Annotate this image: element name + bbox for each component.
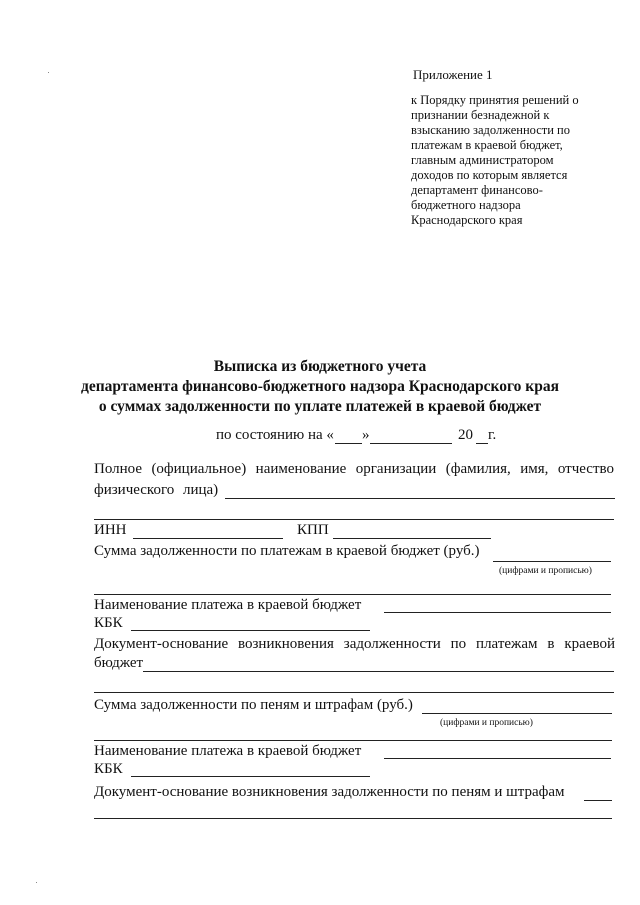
title-line: о суммах задолженности по уплате платежей в краевой бюджет <box>98 398 542 415</box>
annex-line: бюджетного надзора <box>411 198 521 212</box>
penalty-sum-label: Сумма задолженности по пеням и штрафам (руб.) <box>94 697 413 713</box>
annex-line: департамент финансово- <box>411 183 543 197</box>
annex-line: взысканию задолженности по <box>411 123 570 137</box>
kpp-field[interactable] <box>333 538 491 539</box>
annex-line: к Порядку принятия решений о <box>411 93 579 107</box>
org-name-label: Полное (официальное) наименование организации (фамилия, имя, отчество <box>94 461 614 477</box>
inn-label: ИНН <box>94 522 127 538</box>
basis-doc-label-cont: бюджет <box>94 655 144 671</box>
payment-name-field[interactable] <box>384 612 611 613</box>
title-line: департамента финансово-бюджетного надзора Краснодарского края <box>81 378 559 395</box>
basis-doc-label: Документ-основание возникновения задолженности по платежам в краевой <box>94 636 615 652</box>
basis-doc-field[interactable] <box>143 671 614 672</box>
annex-line: главным администратором <box>411 153 554 167</box>
scan-speck <box>36 882 37 883</box>
debt-sum-field-2[interactable] <box>94 594 611 595</box>
org-name-label-cont: физического лица) <box>94 482 219 498</box>
day-blank[interactable] <box>335 443 362 444</box>
penalty-basis-field[interactable] <box>584 800 612 801</box>
annex-line: признании безнадежной к <box>411 108 550 122</box>
inn-field[interactable] <box>133 538 283 539</box>
as-of-year: 20 <box>458 427 473 443</box>
debt-sum-field[interactable] <box>493 561 611 562</box>
debt-sum-note: (цифрами и прописью) <box>499 566 592 576</box>
penalty-sum-note: (цифрами и прописью) <box>440 718 533 728</box>
as-of-prefix: по состоянию на « <box>216 427 334 443</box>
year-blank[interactable] <box>476 443 488 444</box>
basis-doc-field-2[interactable] <box>94 692 614 693</box>
payment-name-label-2: Наименование платежа в краевой бюджет <box>94 743 362 759</box>
document-title <box>0 357 640 417</box>
as-of-quote: » <box>362 427 370 443</box>
payment-name-label: Наименование платежа в краевой бюджет <box>94 597 362 613</box>
kbk-label: КБК <box>94 615 123 631</box>
debt-sum-label: Сумма задолженности по платежам в краевой бюджет (руб.) <box>94 543 480 559</box>
as-of-suffix: г. <box>488 427 497 443</box>
org-name-field-2[interactable] <box>94 519 614 520</box>
annex-line: Краснодарского края <box>411 213 523 227</box>
annex-description <box>411 93 601 228</box>
payment-name-field-2[interactable] <box>384 758 611 759</box>
penalty-sum-field[interactable] <box>422 713 612 714</box>
kbk-label-2: КБК <box>94 761 123 777</box>
kbk-field-2[interactable] <box>131 776 370 777</box>
penalty-sum-field-2[interactable] <box>94 740 612 741</box>
title-line: Выписка из бюджетного учета <box>213 358 427 375</box>
month-blank[interactable] <box>370 443 452 444</box>
penalty-basis-field-2[interactable] <box>94 818 612 819</box>
kbk-field[interactable] <box>131 630 370 631</box>
kpp-label: КПП <box>297 522 329 538</box>
annex-line: доходов по которым является <box>411 168 568 182</box>
penalty-basis-label: Документ-основание возникновения задолженности по пеням и штрафам <box>94 784 565 800</box>
annex-line: платежам в краевой бюджет, <box>411 138 563 152</box>
scan-speck <box>48 72 49 73</box>
org-name-field[interactable] <box>225 498 615 499</box>
annex-title: Приложение 1 <box>413 67 493 82</box>
